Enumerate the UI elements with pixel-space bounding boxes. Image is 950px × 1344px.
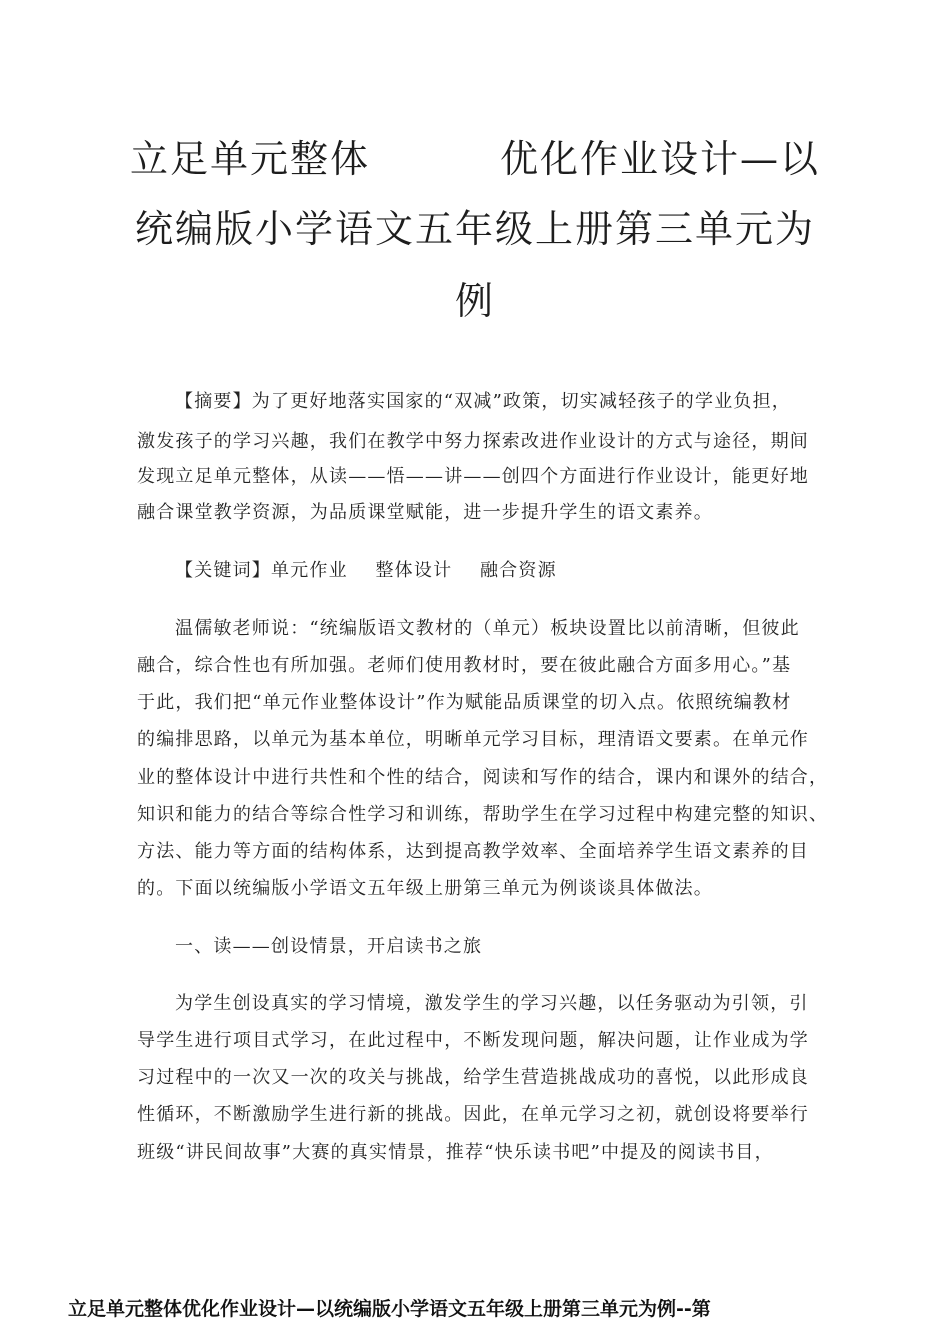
section1-line: 班级“讲民间故事”大赛的真实情景，推荐“快乐读书吧”中提及的阅读书目， [137,1142,774,1163]
keywords-line: 【关键词】单元作业 整体设计 融合资源 [175,560,557,581]
section1-line: 习过程中的一次又一次的攻关与挑战，给学生营造挑战成功的喜悦，以此形成良 [137,1067,809,1088]
intro-line: 知识和能力的结合等综合性学习和训练，帮助学生在学习过程中构建完整的知识、 [137,804,829,825]
title-part-right: 优化作业设计—以 [500,137,821,181]
section1-line: 为学生创设真实的学习情境，激发学生的学习兴趣，以任务驱动为引领，引 [175,993,809,1014]
abstract-line: 融合课堂教学资源，为品质课堂赋能，进一步提升学生的语文素养。 [137,502,713,523]
title-part-left: 立足单元整体 [129,137,370,181]
intro-line: 温儒敏老师说：“统编版语文教材的（单元）板块设置比以前清晰，但彼此 [175,618,800,639]
title-line-3: 例 [454,279,495,323]
intro-line: 业的整体设计中进行共性和个性的结合，阅读和写作的结合，课内和课外的结合， [137,767,829,788]
intro-line: 于此，我们把“单元作业整体设计”作为赋能品质课堂的切入点。依照统编教材 [137,692,792,713]
page-footer: 立足单元整体优化作业设计—以统编版小学语文五年级上册第三单元为例--第 [68,1298,711,1320]
section-heading: 一、读——创设情景，开启读书之旅 [175,936,483,957]
abstract-line: 发现立足单元整体，从读——悟——讲——创四个方面进行作业设计，能更好地 [137,466,809,487]
intro-line: 融合，综合性也有所加强。老师们使用教材时，要在彼此融合方面多用心。”基 [137,655,792,676]
title-line-2: 统编版小学语文五年级上册第三单元为 [134,207,815,251]
title-line-1 [100,128,850,183]
intro-line: 方法、能力等方面的结构体系，达到提高教学效率、全面培养学生语文素养的目 [137,841,809,862]
intro-line: 的。下面以统编版小学语文五年级上册第三单元为例谈谈具体做法。 [137,878,713,899]
abstract-line: 【摘要】为了更好地落实国家的“双减”政策，切实减轻孩子的学业负担， [175,391,792,412]
abstract-line: 激发孩子的学习兴趣，我们在教学中努力探索改进作业设计的方式与途径，期间 [137,431,809,452]
section1-line: 性循环，不断激励学生进行新的挑战。因此，在单元学习之初，就创设将要举行 [137,1104,809,1125]
section1-line: 导学生进行项目式学习，在此过程中，不断发现问题，解决问题，让作业成为学 [137,1030,809,1051]
intro-line: 的编排思路，以单元为基本单位，明晰单元学习目标，理清语文要素。在单元作 [137,729,809,750]
